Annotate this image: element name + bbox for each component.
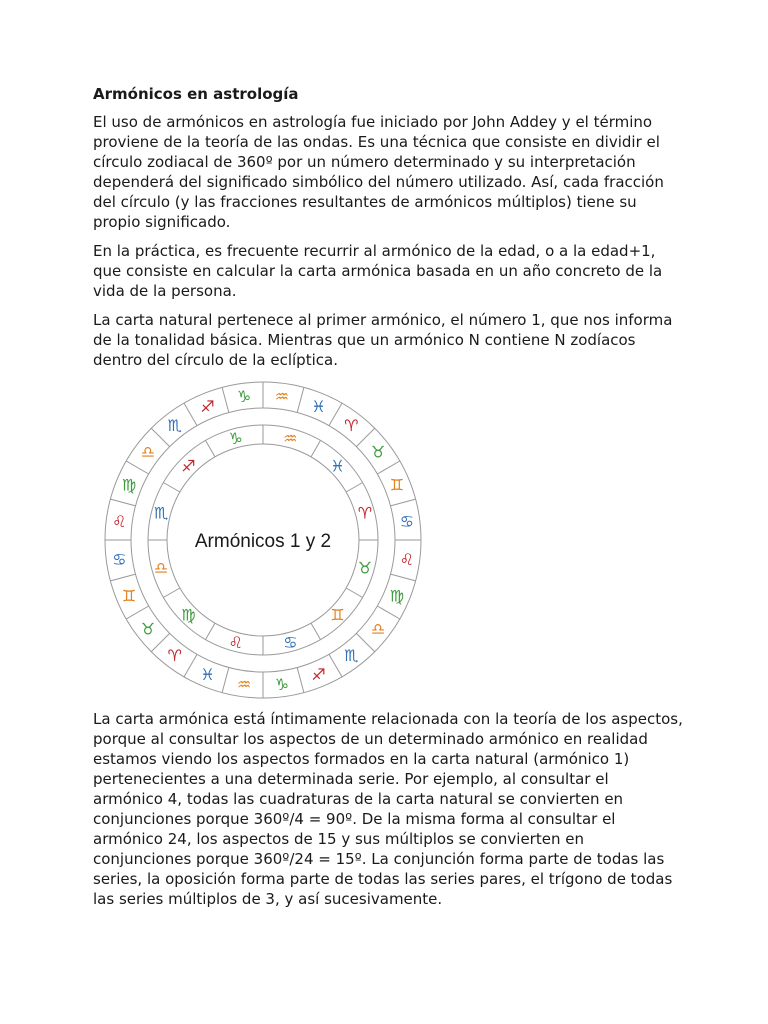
paragraph-age-harmonic: En la práctica, es frecuente recurrir al armónico de la edad, o a la edad+1, que consiste en calcular la carta armónica basada en un año concreto de la vida de la persona. bbox=[93, 242, 663, 300]
outer-divider bbox=[184, 654, 197, 677]
outer-divider bbox=[329, 403, 342, 426]
outer-divider bbox=[222, 668, 229, 693]
inner-zodiac-glyph: ♓ bbox=[330, 456, 345, 476]
outer-zodiac-glyph: ♒ bbox=[236, 674, 252, 694]
inner-zodiac-glyph: ♌ bbox=[228, 632, 243, 652]
outer-zodiac-glyph: ♑ bbox=[274, 674, 290, 694]
outer-divider bbox=[110, 574, 135, 581]
outer-zodiac-glyph: ♉ bbox=[140, 619, 156, 639]
outer-divider bbox=[391, 574, 416, 581]
document-body-continued bbox=[93, 709, 683, 918]
inner-zodiac-glyph: ♉ bbox=[357, 558, 373, 578]
outer-divider bbox=[126, 461, 149, 474]
outer-divider bbox=[377, 461, 400, 474]
inner-zodiac-glyph: ♋ bbox=[283, 632, 298, 652]
harmonics-wheel-figure bbox=[92, 380, 434, 700]
inner-zodiac-glyph: ♑ bbox=[228, 429, 243, 449]
document-body bbox=[93, 84, 683, 379]
inner-divider bbox=[163, 588, 179, 598]
outer-zodiac-glyph: ♎ bbox=[370, 619, 386, 639]
inner-zodiac-glyph: ♊ bbox=[330, 605, 345, 625]
outer-zodiac-glyph: ♌ bbox=[112, 512, 127, 532]
outer-zodiac-glyph: ♍ bbox=[389, 586, 405, 606]
outer-zodiac-glyph: ♐ bbox=[311, 664, 326, 684]
outer-zodiac-glyph: ♊ bbox=[389, 475, 405, 495]
inner-divider bbox=[206, 440, 216, 456]
inner-divider bbox=[206, 623, 216, 639]
outer-zodiac-glyph: ♋ bbox=[399, 512, 414, 532]
outer-divider bbox=[222, 387, 229, 412]
inner-zodiac-glyph: ♐ bbox=[181, 456, 196, 476]
document-title: Armónicos en astrología bbox=[93, 85, 299, 103]
outer-zodiac-glyph: ♌ bbox=[399, 549, 414, 569]
outer-divider bbox=[297, 387, 304, 412]
inner-divider bbox=[311, 440, 321, 456]
outer-divider bbox=[184, 403, 197, 426]
outer-divider bbox=[126, 606, 149, 619]
outer-zodiac-glyph: ♑ bbox=[236, 387, 252, 407]
paragraph-natal-chart: La carta natural pertenece al primer armónico, el número 1, que nos informa de la tonalidad básica. Mientras que un armónico N contiene N zodíacos dentro del círculo de la eclíptica. bbox=[93, 311, 673, 369]
outer-zodiac-glyph: ♎ bbox=[140, 442, 156, 462]
outer-divider bbox=[110, 499, 135, 506]
inner-zodiac-glyph: ♒ bbox=[283, 429, 298, 449]
inner-divider bbox=[311, 623, 321, 639]
outer-divider bbox=[329, 654, 342, 677]
outer-divider bbox=[377, 606, 400, 619]
outer-zodiac-glyph: ♓ bbox=[200, 664, 215, 684]
inner-zodiac-glyph: ♈ bbox=[357, 503, 373, 523]
outer-zodiac-glyph: ♊ bbox=[121, 586, 137, 606]
outer-zodiac-glyph: ♐ bbox=[200, 397, 215, 417]
inner-divider bbox=[163, 483, 179, 493]
inner-zodiac-glyph: ♍ bbox=[181, 605, 196, 625]
harmonics-wheel bbox=[92, 380, 434, 700]
inner-divider bbox=[346, 483, 362, 493]
outer-zodiac-glyph: ♉ bbox=[370, 442, 386, 462]
outer-zodiac-glyph: ♏ bbox=[344, 646, 359, 666]
outer-zodiac-glyph: ♓ bbox=[311, 397, 326, 417]
outer-zodiac-glyph: ♋ bbox=[112, 549, 127, 569]
inner-divider bbox=[346, 588, 362, 598]
outer-divider bbox=[297, 668, 304, 693]
paragraph-intro: El uso de armónicos en astrología fue iniciado por John Addey y el término proviene de la teoría de las ondas. Es una técnica que consiste en dividir el círculo zodiacal de 360º por un número determinado y su interpretación dependerá del significado simbólico del número utilizado. Así, cada fracción del círculo (y las fracciones resultantes de armónicos múltiplos) tiene su propio significado. bbox=[93, 113, 664, 231]
outer-divider bbox=[391, 499, 416, 506]
outer-zodiac-glyph: ♈ bbox=[167, 646, 182, 666]
outer-zodiac-glyph: ♏ bbox=[167, 415, 182, 435]
outer-zodiac-glyph: ♍ bbox=[121, 475, 137, 495]
inner-zodiac-glyph: ♎ bbox=[153, 558, 169, 578]
outer-zodiac-glyph: ♒ bbox=[274, 387, 290, 407]
paragraph-aspects: La carta armónica está íntimamente relacionada con la teoría de los aspectos, porque al consultar los aspectos de un determinado armónico en realidad estamos viendo los aspectos formados en la carta natural (armónico 1) pertenecientes a una determinada serie. Por ejemplo, al consultar el armónico 4, todas las cuadraturas de la carta natural se convierten en conjunciones porque 360º/4 = 90º. De la misma forma al consultar el armónico 24, los aspectos de 15 y sus múltiplos se convierten en conjunciones porque 360º/24 = 15º. La conjunción forma parte de todas las series, la oposición forma parte de todas las series pares, el trígono de todas las series múltiplos de 3, y así sucesivamente. bbox=[93, 710, 683, 908]
outer-zodiac-glyph: ♈ bbox=[344, 415, 359, 435]
wheel-center-label: Armónicos 1 y 2 bbox=[194, 531, 332, 552]
inner-zodiac-glyph: ♏ bbox=[153, 503, 169, 523]
